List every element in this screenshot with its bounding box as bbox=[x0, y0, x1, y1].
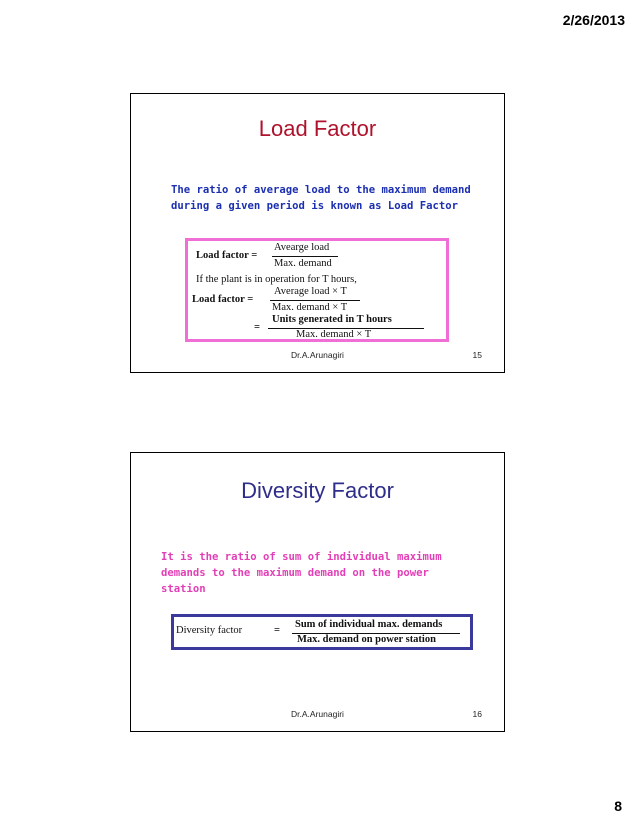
formula-denominator: Max. demand on power station bbox=[297, 634, 436, 645]
slide-author: Dr.A.Arunagiri bbox=[291, 709, 344, 719]
slide-number: 15 bbox=[472, 350, 482, 360]
formula-numerator: Avearge load bbox=[274, 242, 330, 253]
fraction-bar bbox=[272, 256, 338, 257]
diversity-factor-formula-image bbox=[171, 614, 473, 650]
definition-text: The ratio of average load to the maximum demand during a given period is known as Load Factor bbox=[171, 184, 471, 212]
slide-load-factor bbox=[130, 93, 505, 373]
formula-numerator: Units generated in T hours bbox=[272, 314, 392, 325]
formula-lhs: Load factor = bbox=[196, 250, 258, 261]
formula-numerator: Sum of individual max. demands bbox=[295, 619, 443, 630]
slide-title: Load Factor bbox=[258, 116, 377, 141]
formula-denominator: Max. demand × T bbox=[272, 302, 348, 313]
definition-text: It is the ratio of sum of individual maximum demands to the maximum demand on the power station bbox=[161, 551, 442, 595]
slide-diversity-factor bbox=[130, 452, 505, 732]
formula-lhs: Diversity factor bbox=[176, 625, 243, 636]
slide-author: Dr.A.Arunagiri bbox=[291, 350, 344, 360]
formula-numerator: Average load × T bbox=[274, 286, 347, 297]
slide-number: 16 bbox=[472, 709, 482, 719]
formula-equals: = bbox=[254, 322, 260, 333]
formula-denominator: Max. demand bbox=[274, 258, 332, 269]
page-number: 8 bbox=[614, 798, 622, 814]
print-date: 2/26/2013 bbox=[562, 12, 625, 28]
formula-denominator: Max. demand × T bbox=[296, 329, 372, 340]
fraction-bar bbox=[270, 300, 360, 301]
formula-equals: = bbox=[274, 625, 280, 636]
formula-condition: If the plant is in operation for T hours, bbox=[196, 274, 357, 285]
slide-title: Diversity Factor bbox=[241, 478, 394, 503]
load-factor-formula-image bbox=[185, 238, 449, 342]
formula-lhs: Load factor = bbox=[192, 294, 254, 305]
